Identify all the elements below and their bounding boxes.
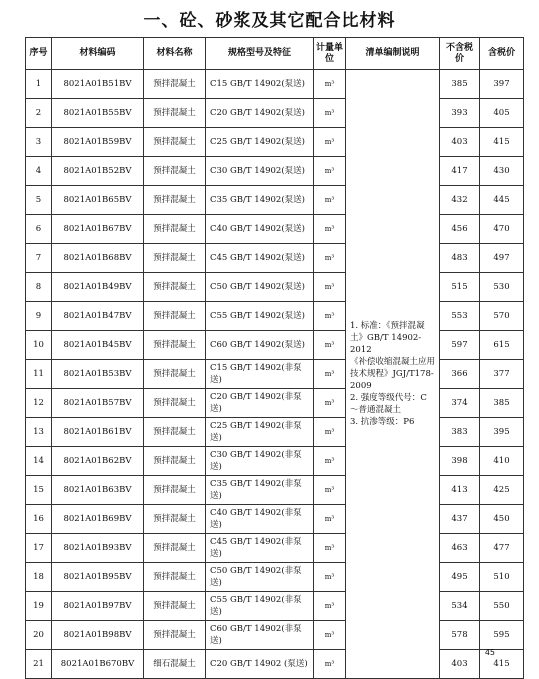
cell-name: 预拌混凝土 — [144, 418, 206, 447]
cell-unit: m³ — [314, 505, 346, 534]
cell-notes: 1. 标准：《预拌混凝土》GB/T 14902-2012 《补偿收缩混凝土应用技术规程》JGJ/T178-2009 2. 强度等级代号：C～普通混凝土 3. 抗渗等级：P6 — [346, 70, 440, 679]
cell-seq: 15 — [26, 476, 52, 505]
cell-seq: 2 — [26, 99, 52, 128]
cell-price-excl-tax: 417 — [440, 157, 480, 186]
table-row — [26, 389, 524, 418]
cell-name: 预拌混凝土 — [144, 70, 206, 99]
cell-seq: 16 — [26, 505, 52, 534]
cell-name: 预拌混凝土 — [144, 360, 206, 389]
table-row — [26, 360, 524, 389]
table-row — [26, 650, 524, 679]
cell-seq: 21 — [26, 650, 52, 679]
cell-seq: 8 — [26, 273, 52, 302]
cell-name: 预拌混凝土 — [144, 592, 206, 621]
cell-seq: 19 — [26, 592, 52, 621]
cell-unit: m³ — [314, 186, 346, 215]
table-row — [26, 70, 524, 99]
cell-name: 预拌混凝土 — [144, 186, 206, 215]
cell-price-incl-tax: 415 — [480, 128, 524, 157]
table-row — [26, 418, 524, 447]
cell-code: 8021A01B97BV — [52, 592, 144, 621]
cell-seq: 14 — [26, 447, 52, 476]
cell-unit: m³ — [314, 418, 346, 447]
cell-code: 8021A01B55BV — [52, 99, 144, 128]
header-notes: 清单编制说明 — [346, 38, 440, 70]
cell-price-incl-tax: 445 — [480, 186, 524, 215]
cell-seq: 11 — [26, 360, 52, 389]
cell-spec: C45 GB/T 14902(泵送) — [206, 244, 314, 273]
cell-price-excl-tax: 483 — [440, 244, 480, 273]
cell-name: 预拌混凝土 — [144, 447, 206, 476]
cell-code: 8021A01B63BV — [52, 476, 144, 505]
cell-code: 8021A01B53BV — [52, 360, 144, 389]
cell-price-incl-tax: 425 — [480, 476, 524, 505]
cell-unit: m³ — [314, 447, 346, 476]
cell-seq: 18 — [26, 563, 52, 592]
cell-price-excl-tax: 398 — [440, 447, 480, 476]
cell-unit: m³ — [314, 389, 346, 418]
cell-unit: m³ — [314, 273, 346, 302]
header-seq: 序号 — [26, 38, 52, 70]
cell-name: 预拌混凝土 — [144, 505, 206, 534]
cell-spec: C15 GB/T 14902(泵送) — [206, 70, 314, 99]
table-row — [26, 476, 524, 505]
cell-code: 8021A01B52BV — [52, 157, 144, 186]
cell-code: 8021A01B47BV — [52, 302, 144, 331]
cell-unit: m³ — [314, 476, 346, 505]
table-row — [26, 331, 524, 360]
page-number: 45 — [484, 648, 495, 657]
cell-name: 预拌混凝土 — [144, 273, 206, 302]
cell-price-excl-tax: 578 — [440, 621, 480, 650]
cell-price-excl-tax: 534 — [440, 592, 480, 621]
cell-code: 8021A01B45BV — [52, 331, 144, 360]
cell-name: 预拌混凝土 — [144, 476, 206, 505]
header-unit: 计量单位 — [314, 38, 346, 70]
cell-spec: C50 GB/T 14902(泵送) — [206, 273, 314, 302]
cell-code: 8021A01B51BV — [52, 70, 144, 99]
cell-price-incl-tax: 510 — [480, 563, 524, 592]
table-header-row — [26, 38, 524, 70]
cell-code: 8021A01B93BV — [52, 534, 144, 563]
cell-name: 预拌混凝土 — [144, 534, 206, 563]
cell-price-incl-tax: 377 — [480, 360, 524, 389]
materials-table — [25, 37, 524, 679]
cell-unit: m³ — [314, 592, 346, 621]
cell-name: 预拌混凝土 — [144, 157, 206, 186]
cell-spec: C15 GB/T 14902(非泵送) — [206, 360, 314, 389]
cell-code: 8021A01B57BV — [52, 389, 144, 418]
cell-price-incl-tax: 595 — [480, 621, 524, 650]
cell-code: 8021A01B69BV — [52, 505, 144, 534]
cell-code: 8021A01B98BV — [52, 621, 144, 650]
cell-code: 8021A01B49BV — [52, 273, 144, 302]
cell-seq: 9 — [26, 302, 52, 331]
table-row — [26, 534, 524, 563]
cell-price-excl-tax: 403 — [440, 128, 480, 157]
cell-price-excl-tax: 413 — [440, 476, 480, 505]
cell-price-excl-tax: 393 — [440, 99, 480, 128]
cell-spec: C30 GB/T 14902(非泵送) — [206, 447, 314, 476]
cell-code: 8021A01B67BV — [52, 215, 144, 244]
cell-unit: m³ — [314, 70, 346, 99]
cell-unit: m³ — [314, 215, 346, 244]
cell-price-incl-tax: 550 — [480, 592, 524, 621]
cell-spec: C60 GB/T 14902(非泵送) — [206, 621, 314, 650]
cell-price-excl-tax: 463 — [440, 534, 480, 563]
cell-price-excl-tax: 553 — [440, 302, 480, 331]
cell-spec: C25 GB/T 14902(泵送) — [206, 128, 314, 157]
cell-code: 8021A01B68BV — [52, 244, 144, 273]
header-code: 材料编码 — [52, 38, 144, 70]
cell-spec: C40 GB/T 14902(非泵送) — [206, 505, 314, 534]
table-row — [26, 273, 524, 302]
cell-name: 预拌混凝土 — [144, 621, 206, 650]
table-row — [26, 621, 524, 650]
cell-code: 8021A01B62BV — [52, 447, 144, 476]
cell-price-incl-tax: 570 — [480, 302, 524, 331]
cell-price-excl-tax: 383 — [440, 418, 480, 447]
cell-code: 8021A01B670BV — [52, 650, 144, 679]
cell-spec: C35 GB/T 14902(泵送) — [206, 186, 314, 215]
table-row — [26, 128, 524, 157]
table-row — [26, 99, 524, 128]
cell-code: 8021A01B95BV — [52, 563, 144, 592]
cell-spec: C25 GB/T 14902(非泵送) — [206, 418, 314, 447]
cell-price-excl-tax: 374 — [440, 389, 480, 418]
table-row — [26, 244, 524, 273]
cell-spec: C45 GB/T 14902(非泵送) — [206, 534, 314, 563]
page-title: 一、砼、砂浆及其它配合比材料 — [143, 11, 396, 31]
cell-price-incl-tax: 477 — [480, 534, 524, 563]
cell-price-incl-tax: 415 — [480, 650, 524, 679]
cell-seq: 13 — [26, 418, 52, 447]
cell-name: 预拌混凝土 — [144, 215, 206, 244]
cell-spec: C20 GB/T 14902(泵送) — [206, 99, 314, 128]
cell-price-excl-tax: 432 — [440, 186, 480, 215]
cell-name: 预拌混凝土 — [144, 389, 206, 418]
cell-seq: 17 — [26, 534, 52, 563]
cell-name: 预拌混凝土 — [144, 302, 206, 331]
cell-seq: 4 — [26, 157, 52, 186]
cell-spec: C20 GB/T 14902 (泵送) — [206, 650, 314, 679]
cell-seq: 3 — [26, 128, 52, 157]
cell-price-incl-tax: 410 — [480, 447, 524, 476]
cell-price-excl-tax: 495 — [440, 563, 480, 592]
table-row — [26, 186, 524, 215]
cell-name: 细石混凝土 — [144, 650, 206, 679]
cell-price-excl-tax: 366 — [440, 360, 480, 389]
table-row — [26, 215, 524, 244]
cell-seq: 7 — [26, 244, 52, 273]
cell-name: 预拌混凝土 — [144, 563, 206, 592]
cell-seq: 6 — [26, 215, 52, 244]
cell-price-incl-tax: 405 — [480, 99, 524, 128]
cell-spec: C40 GB/T 14902(泵送) — [206, 215, 314, 244]
header-price-incl-tax: 含税价 — [480, 38, 524, 70]
cell-spec: C30 GB/T 14902(泵送) — [206, 157, 314, 186]
cell-price-excl-tax: 456 — [440, 215, 480, 244]
cell-price-incl-tax: 470 — [480, 215, 524, 244]
cell-price-excl-tax: 385 — [440, 70, 480, 99]
cell-price-incl-tax: 450 — [480, 505, 524, 534]
cell-price-incl-tax: 395 — [480, 418, 524, 447]
cell-unit: m³ — [314, 244, 346, 273]
cell-price-incl-tax: 615 — [480, 331, 524, 360]
table-row — [26, 302, 524, 331]
cell-price-incl-tax: 385 — [480, 389, 524, 418]
cell-seq: 12 — [26, 389, 52, 418]
cell-spec: C60 GB/T 14902(泵送) — [206, 331, 314, 360]
cell-name: 预拌混凝土 — [144, 99, 206, 128]
cell-name: 预拌混凝土 — [144, 331, 206, 360]
cell-unit: m³ — [314, 360, 346, 389]
cell-price-excl-tax: 515 — [440, 273, 480, 302]
cell-unit: m³ — [314, 563, 346, 592]
cell-unit: m³ — [314, 621, 346, 650]
cell-spec: C55 GB/T 14902(非泵送) — [206, 592, 314, 621]
cell-unit: m³ — [314, 534, 346, 563]
cell-unit: m³ — [314, 128, 346, 157]
cell-unit: m³ — [314, 650, 346, 679]
cell-spec: C50 GB/T 14902(非泵送) — [206, 563, 314, 592]
cell-name: 预拌混凝土 — [144, 128, 206, 157]
cell-seq: 20 — [26, 621, 52, 650]
table-row — [26, 563, 524, 592]
header-price-excl-tax: 不含税价 — [440, 38, 480, 70]
table-row — [26, 592, 524, 621]
table-row — [26, 157, 524, 186]
cell-spec: C55 GB/T 14902(泵送) — [206, 302, 314, 331]
header-spec: 规格型号及特征 — [206, 38, 314, 70]
header-name: 材料名称 — [144, 38, 206, 70]
cell-unit: m³ — [314, 302, 346, 331]
cell-name: 预拌混凝土 — [144, 244, 206, 273]
table-row — [26, 505, 524, 534]
cell-spec: C35 GB/T 14902(非泵送) — [206, 476, 314, 505]
cell-seq: 1 — [26, 70, 52, 99]
cell-price-incl-tax: 430 — [480, 157, 524, 186]
cell-price-excl-tax: 403 — [440, 650, 480, 679]
cell-unit: m³ — [314, 99, 346, 128]
cell-price-incl-tax: 497 — [480, 244, 524, 273]
cell-price-excl-tax: 597 — [440, 331, 480, 360]
cell-code: 8021A01B65BV — [52, 186, 144, 215]
table-body — [26, 70, 524, 679]
table-row — [26, 447, 524, 476]
cell-code: 8021A01B59BV — [52, 128, 144, 157]
cell-price-incl-tax: 397 — [480, 70, 524, 99]
cell-seq: 5 — [26, 186, 52, 215]
cell-unit: m³ — [314, 157, 346, 186]
cell-price-excl-tax: 437 — [440, 505, 480, 534]
cell-spec: C20 GB/T 14902(非泵送) — [206, 389, 314, 418]
cell-code: 8021A01B61BV — [52, 418, 144, 447]
cell-seq: 10 — [26, 331, 52, 360]
cell-price-incl-tax: 530 — [480, 273, 524, 302]
cell-unit: m³ — [314, 331, 346, 360]
